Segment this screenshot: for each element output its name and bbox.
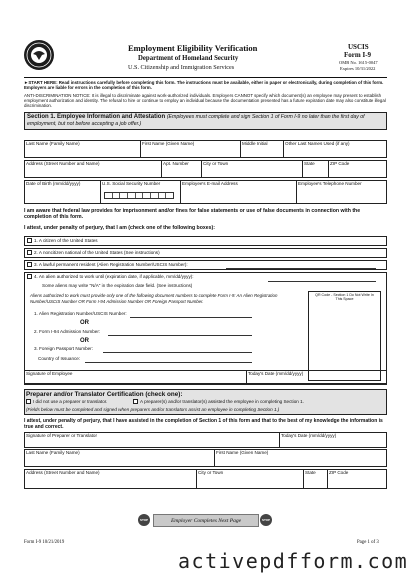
email-field[interactable]: Employee's E-mail Address bbox=[182, 181, 238, 186]
permanent-resident-label: 3. A lawful permanent resident (Alien Registration Number/USCIS Number): bbox=[34, 262, 188, 267]
noncitizen-national-checkbox[interactable] bbox=[27, 250, 32, 255]
preparer-first-name-field[interactable]: First Name (Given Name) bbox=[216, 450, 269, 455]
preparer-last-name-field[interactable]: Last Name (Family Name) bbox=[26, 450, 80, 455]
preparer-title: Preparer and/or Translator Certification (check one): bbox=[26, 391, 183, 398]
qr-code-label: QR Code - Section 1 Do Not Write In This Space bbox=[315, 293, 374, 302]
country-input[interactable] bbox=[85, 362, 252, 363]
a-number-line[interactable] bbox=[226, 268, 376, 269]
citizen-checkbox[interactable] bbox=[27, 238, 32, 243]
stop-sign-icon-left bbox=[138, 514, 150, 526]
preparer-signature-field[interactable]: Signature of Preparer or Translator bbox=[26, 433, 97, 438]
stop-sign-icon-right bbox=[260, 514, 272, 526]
passport-label: 3. Foreign Passport Number: bbox=[34, 346, 93, 351]
uscis-label: USCIS bbox=[348, 43, 369, 51]
citizen-label: 1. A citizen of the United States bbox=[34, 238, 98, 243]
expiration-date-line[interactable] bbox=[268, 281, 376, 282]
form-title: Employment Eligibility Verification bbox=[128, 43, 258, 53]
eagle-icon bbox=[24, 40, 54, 70]
na-note: Some aliens may write "N/A" in the expiration date field. (See instructions) bbox=[42, 283, 193, 288]
anti-discrimination-notice: ANTI-DISCRIMINATION NOTICE: It is illegal to discriminate against work-authorized individuals. Employers CANNOT specify which document(s) an employee may present to establish employment authorization and identity. The refusal to hire or continue to employ an individual because the documentation presented has a future expiration date may also constitute illegal discrimination. bbox=[24, 93, 386, 109]
or-divider-2: OR bbox=[80, 338, 89, 344]
employee-date-field[interactable]: Today's Date (mm/dd/yyyy) bbox=[248, 371, 304, 376]
employee-signature-row bbox=[24, 370, 387, 384]
employee-signature-field[interactable]: Signature of Employee bbox=[26, 371, 73, 376]
agency-name: U.S. Citizenship and Immigration Services bbox=[128, 64, 235, 71]
zip-field[interactable]: ZIP Code bbox=[330, 161, 350, 166]
stop-text-left: STOP bbox=[139, 518, 149, 522]
first-name-field[interactable]: First Name (Given Name) bbox=[142, 141, 195, 146]
preparer-assisted-label: A preparer(s) and/or translator(s) assisted the employee in completing Section 1. bbox=[140, 399, 304, 404]
i94-input[interactable] bbox=[108, 335, 252, 336]
no-preparer-checkbox[interactable] bbox=[26, 399, 31, 404]
stop-text-right: STOP bbox=[261, 518, 271, 522]
section1-title: Section 1. Employee Information and Attestation bbox=[27, 114, 166, 120]
preparer-assisted-checkbox[interactable] bbox=[133, 399, 138, 404]
page-number: Page 1 of 3 bbox=[357, 540, 379, 545]
preparer-address-field[interactable]: Address (Street Number and Name) bbox=[26, 470, 100, 475]
start-notice: ►START HERE: Read instructions carefully before completing this form. The instructions must be available, either in paper or electronically, during completion of this form. Employers are liable for errors in the completion of this form. bbox=[24, 80, 384, 91]
expiration: Expires 10/31/2022 bbox=[340, 66, 376, 71]
country-label: Country of Issuance: bbox=[38, 356, 81, 361]
department-name: Department of Homeland Security bbox=[138, 55, 239, 62]
preparer-note: (Fields below must be completed and signed when preparers and/or translators assist an employee in completing Section 1.) bbox=[26, 407, 280, 412]
preparer-attest: I attest, under penalty of perjury, that I have assisted in the completion of Section 1 of this form and that to the best of my knowledge the information is true and correct. bbox=[24, 418, 383, 430]
last-name-field[interactable]: Last Name (Family Name) bbox=[26, 141, 80, 146]
watermark-logo: activepdfform.com bbox=[178, 549, 409, 573]
qr-code-area bbox=[308, 291, 381, 381]
no-preparer-label: I did not use a preparer or translator. bbox=[33, 399, 108, 404]
permanent-resident-checkbox[interactable] bbox=[27, 262, 32, 267]
attest-statement: I attest, under penalty of perjury, that I am (check one of the following boxes): bbox=[24, 225, 215, 231]
form-number: Form I-9 bbox=[344, 51, 372, 59]
middle-initial-field[interactable]: Middle Initial bbox=[242, 141, 268, 146]
city-field[interactable]: City or Town bbox=[203, 161, 229, 166]
state-field[interactable]: State bbox=[304, 161, 315, 166]
address-field[interactable]: Address (Street Number and Name) bbox=[26, 161, 100, 166]
section1-note: (Employees must complete and sign Section 1 of Form I-9 no later than the first day of employment, but not before accepting a job offer.) bbox=[27, 114, 365, 127]
employer-next-page-banner bbox=[153, 514, 259, 527]
i94-label: 2. Form I-94 Admission Number: bbox=[34, 329, 101, 334]
preparer-city-field[interactable]: City or Town bbox=[198, 470, 224, 475]
awareness-statement: I am aware that federal law provides for imprisonment and/or fines for false statements or use of false documents in connection with the completion of this form. bbox=[24, 208, 361, 221]
other-last-names-field[interactable]: Other Last Names Used (if any) bbox=[285, 141, 350, 146]
a-number-label: 1. Alien Registration Number/USCIS Number: bbox=[34, 311, 127, 316]
section1-header bbox=[24, 112, 387, 130]
noncitizen-national-label: 2. A noncitizen national of the United States (See instructions) bbox=[34, 250, 160, 255]
ssn-input[interactable] bbox=[104, 192, 174, 199]
a-number-input[interactable] bbox=[130, 317, 252, 318]
dob-field[interactable]: Date of Birth (mm/dd/yyyy) bbox=[26, 181, 81, 186]
next-page-text: Employer Completes Next Page bbox=[170, 517, 242, 524]
phone-field[interactable]: Employee's Telephone Number bbox=[298, 181, 362, 186]
alien-authorized-checkbox[interactable] bbox=[27, 274, 32, 279]
preparer-zip-field[interactable]: ZIP Code bbox=[329, 470, 349, 475]
apt-number-field[interactable]: Apt. Number bbox=[163, 161, 189, 166]
ssn-label: U.S. Social Security Number bbox=[102, 181, 161, 186]
aliens-note: Aliens authorized to work must provide only one of the following document numbers to complete Form I-9: An Alien Registration Number/USCIS Number OR Form I-94 Admission Number OR Foreign Passport Number. bbox=[30, 293, 278, 304]
form-edition-date: Form I-9 10/21/2019 bbox=[24, 540, 65, 545]
passport-input[interactable] bbox=[103, 352, 252, 353]
preparer-date-field[interactable]: Today's Date (mm/dd/yyyy) bbox=[281, 433, 337, 438]
omb-number: OMB No. 1615-0047 bbox=[339, 60, 378, 65]
alien-authorized-label: 4. An alien authorized to work until (expiration date, if applicable, mm/dd/yyyy): bbox=[34, 274, 194, 279]
or-divider-1: OR bbox=[80, 320, 89, 326]
dhs-seal bbox=[24, 40, 54, 70]
preparer-state-field[interactable]: State bbox=[305, 470, 316, 475]
